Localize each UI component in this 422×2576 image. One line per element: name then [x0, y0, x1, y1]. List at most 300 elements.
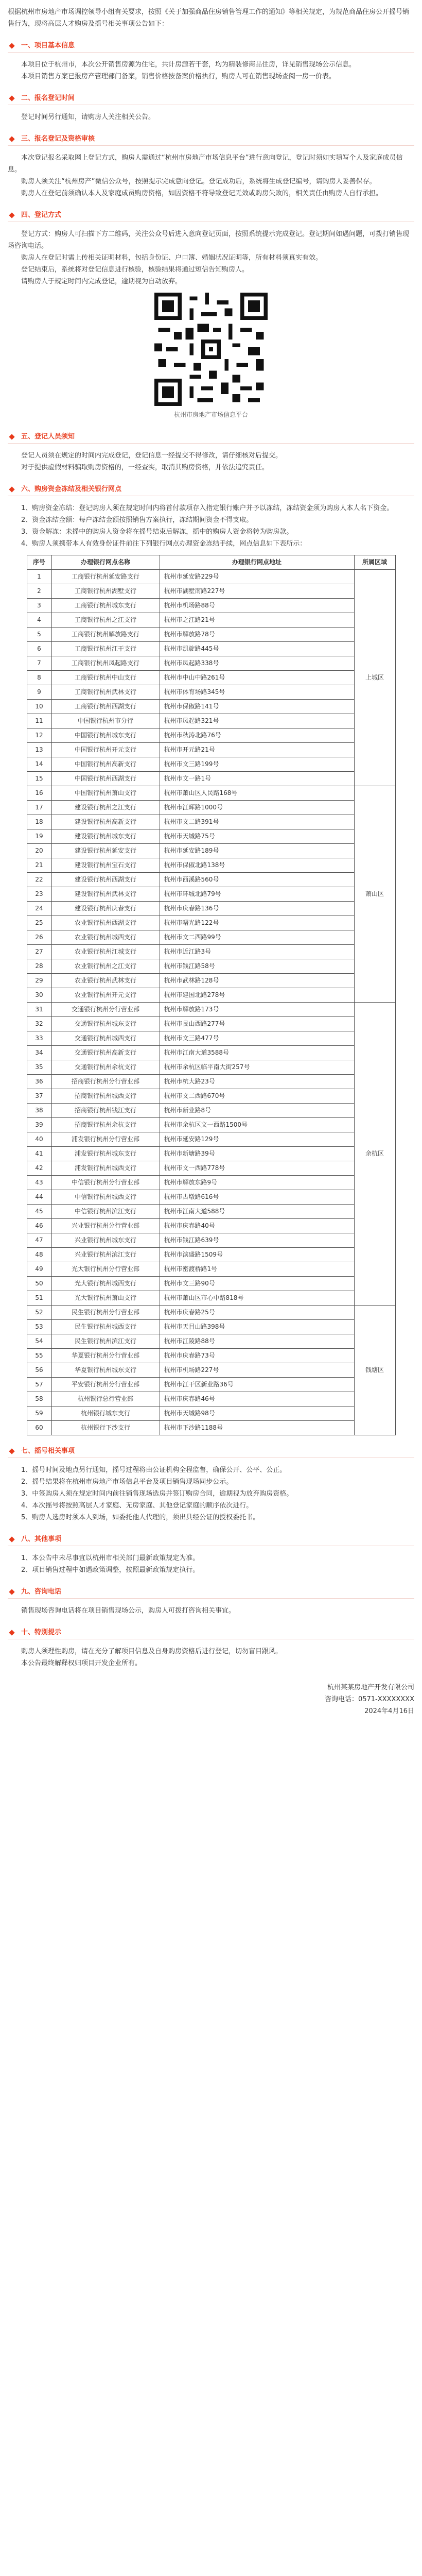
- branch-address: 杭州市文一路1号: [160, 772, 354, 786]
- row-number: 11: [27, 714, 51, 728]
- paragraph: 登记方式：购房人可扫描下方二维码，关注公众号后进入意向登记页面，按照系统提示完成登记。登记期间如遇问题，可拨打销售现场咨询电话。: [8, 230, 410, 250]
- row-number: 5: [27, 628, 51, 642]
- branch-name: 招商银行杭州钱江支行: [51, 1104, 160, 1118]
- branch-name: 光大银行杭州萧山支行: [51, 1291, 160, 1306]
- document-page: [8, 0, 414, 1717]
- row-number: 4: [27, 613, 51, 628]
- row-number: 51: [27, 1291, 51, 1306]
- row-number: 50: [27, 1277, 51, 1291]
- branch-name: 交通银行杭州高新支行: [51, 1046, 160, 1060]
- branch-address: 杭州市西溪路560号: [160, 873, 354, 887]
- table-row: [27, 945, 395, 959]
- row-number: 43: [27, 1176, 51, 1190]
- bank-branch-table: [27, 555, 396, 1435]
- table-row: [27, 584, 395, 599]
- row-number: 60: [27, 1421, 51, 1435]
- branch-address: 杭州市延安路189号: [160, 844, 354, 858]
- section-title: 二、报名登记时间: [8, 93, 81, 104]
- section-heading-5: [8, 431, 414, 444]
- branch-name: 华夏银行杭州城东支行: [51, 1363, 160, 1378]
- table-row: [27, 916, 395, 930]
- section-heading-10: [8, 1627, 414, 1639]
- table-row: [27, 1219, 395, 1233]
- branch-name: 建设银行杭州宝石支行: [51, 858, 160, 873]
- branch-address: 杭州市余杭区文一西路1500号: [160, 1118, 354, 1132]
- paragraph: 购房人须关注“杭州房产”微信公众号，按照提示完成意向登记。登记成功后，系统将生成登记编号，请购房人妥善保存。: [21, 178, 376, 185]
- table-row: [27, 873, 395, 887]
- branch-address: 杭州市江陵路88号: [160, 1334, 354, 1349]
- table-row: [27, 685, 395, 700]
- table-row: [27, 1306, 395, 1320]
- table-row: [27, 902, 395, 916]
- branch-name: 中信银行杭州分行营业部: [51, 1176, 160, 1190]
- row-number: 39: [27, 1118, 51, 1132]
- row-number: 46: [27, 1219, 51, 1233]
- row-number: 40: [27, 1132, 51, 1147]
- table-row: [27, 974, 395, 988]
- branch-address: 杭州市解放东路9号: [160, 1176, 354, 1190]
- branch-name: 工商银行杭州城东支行: [51, 599, 160, 613]
- row-number: 45: [27, 1205, 51, 1219]
- paragraph: 本项目销售方案已报房产管理部门备案，销售价格按备案价格执行，购房人可在销售现场查阅一房一价表。: [21, 73, 336, 80]
- branch-name: 建设银行杭州高新支行: [51, 815, 160, 829]
- paragraph: 3、资金解冻：未摇中的购房人资金将在摇号结束后解冻，摇中的购房人资金将转为购房款。: [21, 528, 293, 536]
- paragraph: 销售现场咨询电话将在项目销售现场公示，购房人可拨打咨询相关事宜。: [21, 1607, 236, 1615]
- row-number: 8: [27, 671, 51, 685]
- row-number: 17: [27, 801, 51, 815]
- row-number: 38: [27, 1104, 51, 1118]
- branch-name: 光大银行杭州城西支行: [51, 1277, 160, 1291]
- table-row: [27, 628, 395, 642]
- signature-phone: 咨询电话：0571-XXXXXXXX: [324, 1696, 414, 1703]
- branch-address: 杭州市解放路173号: [160, 1003, 354, 1017]
- row-number: 24: [27, 902, 51, 916]
- section-title: 一、项目基本信息: [8, 40, 81, 52]
- row-number: 15: [27, 772, 51, 786]
- branch-name: 招商银行杭州余杭支行: [51, 1118, 160, 1132]
- row-number: 48: [27, 1248, 51, 1262]
- table-row: [27, 671, 395, 685]
- branch-name: 工商银行杭州延安路支行: [51, 570, 160, 584]
- section-title: 七、摇号相关事项: [8, 1446, 81, 1457]
- section-heading-8: [8, 1534, 414, 1546]
- branch-address: 杭州市文二西路99号: [160, 930, 354, 945]
- section-heading-4: [8, 210, 414, 222]
- branch-address: 杭州市曙光路122号: [160, 916, 354, 930]
- paragraph: 本公告最终解释权归项目开发企业所有。: [21, 1659, 142, 1667]
- row-number: 44: [27, 1190, 51, 1205]
- branch-name: 中信银行杭州城西支行: [51, 1190, 160, 1205]
- header-cell: 序号: [27, 555, 51, 570]
- row-number: 2: [27, 584, 51, 599]
- branch-name: 招商银行杭州分行营业部: [51, 1075, 160, 1089]
- branch-address: 杭州市滨盛路1509号: [160, 1248, 354, 1262]
- paragraph: 本项目位于杭州市，本次公开销售房源为住宅，共计房源若干套，均为精装修商品住房，详见销售现场公示信息。: [21, 61, 356, 69]
- paragraph: 购房人在登记时需上传相关证明材料，包括身份证、户口簿、婚姻状况证明等，所有材料须真实有效。: [21, 254, 323, 262]
- header-cell: 所属区域: [354, 555, 395, 570]
- row-number: 19: [27, 829, 51, 844]
- section-heading-3: [8, 133, 414, 146]
- branch-name: 农业银行杭州江城支行: [51, 945, 160, 959]
- branch-name: 中国银行杭州西湖支行: [51, 772, 160, 786]
- branch-address: 杭州市中山中路261号: [160, 671, 354, 685]
- row-number: 9: [27, 685, 51, 700]
- row-number: 55: [27, 1349, 51, 1363]
- paragraph: 2、资金冻结金额：每户冻结金额按照销售方案执行，冻结期间资金不得支取。: [21, 516, 253, 524]
- branch-name: 民生银行杭州分行营业部: [51, 1306, 160, 1320]
- table-row: [27, 1334, 395, 1349]
- branch-address: 杭州市湖墅南路227号: [160, 584, 354, 599]
- branch-name: 工商银行杭州西湖支行: [51, 700, 160, 714]
- paragraph: 登记时间另行通知，请购房人关注相关公告。: [21, 113, 155, 121]
- paragraph: 登记人员须在规定的时间内完成登记，登记信息一经提交不得修改，请仔细核对后提交。: [21, 452, 283, 460]
- branch-name: 中信银行杭州滨江支行: [51, 1205, 160, 1219]
- row-number: 36: [27, 1075, 51, 1089]
- table-row: [27, 844, 395, 858]
- table-row: [27, 1161, 395, 1176]
- table-row: [27, 1291, 395, 1306]
- branch-name: 农业银行杭州西湖支行: [51, 916, 160, 930]
- branch-address: 杭州市延安路229号: [160, 570, 354, 584]
- table-row: [27, 1233, 395, 1248]
- paragraph: 3、中签购房人须在规定时间内前往销售现场选房并签订购房合同，逾期视为放弃购房资格。: [21, 1490, 293, 1498]
- table-row: [27, 1262, 395, 1277]
- table-row: [27, 1406, 395, 1421]
- row-number: 27: [27, 945, 51, 959]
- branch-name: 农业银行杭州武林支行: [51, 974, 160, 988]
- table-row: [27, 1320, 395, 1334]
- section-heading-6: [8, 484, 414, 496]
- branch-address: 杭州市延安路129号: [160, 1132, 354, 1147]
- table-row: [27, 1349, 395, 1363]
- branch-name: 光大银行杭州分行营业部: [51, 1262, 160, 1277]
- table-row: [27, 1017, 395, 1031]
- branch-name: 工商银行杭州江干支行: [51, 642, 160, 656]
- branch-name: 中国银行杭州市分行: [51, 714, 160, 728]
- branch-address: 杭州市杭大路23号: [160, 1075, 354, 1089]
- branch-address: 杭州市解放路78号: [160, 628, 354, 642]
- row-number: 18: [27, 815, 51, 829]
- table-row: [27, 642, 395, 656]
- branch-name: 工商银行杭州解放路支行: [51, 628, 160, 642]
- branch-name: 农业银行杭州之江支行: [51, 959, 160, 974]
- section-title: 九、咨询电话: [8, 1586, 67, 1598]
- branch-address: 杭州市文三路90号: [160, 1277, 354, 1291]
- branch-name: 民生银行杭州滨江支行: [51, 1334, 160, 1349]
- section-heading-7: [8, 1446, 414, 1458]
- row-number: 30: [27, 988, 51, 1003]
- table-body: [27, 570, 395, 1435]
- branch-name: 中国银行杭州高新支行: [51, 757, 160, 772]
- row-number: 47: [27, 1233, 51, 1248]
- row-number: 10: [27, 700, 51, 714]
- paragraph: 1、摇号时间及地点另行通知，摇号过程将由公证机构全程监督，确保公开、公平、公正。: [21, 1466, 287, 1474]
- table-row: [27, 959, 395, 974]
- table-row: [27, 786, 395, 801]
- row-number: 57: [27, 1378, 51, 1392]
- branch-name: 农业银行杭州开元支行: [51, 988, 160, 1003]
- paragraph: 2、项目销售过程中如遇政策调整，按照最新政策规定执行。: [21, 1566, 200, 1574]
- row-number: 33: [27, 1031, 51, 1046]
- row-number: 52: [27, 1306, 51, 1320]
- branch-address: 杭州市保俶北路138号: [160, 858, 354, 873]
- table-row: [27, 1104, 395, 1118]
- table-row: [27, 829, 395, 844]
- branch-name: 工商银行杭州湖墅支行: [51, 584, 160, 599]
- row-number: 23: [27, 887, 51, 902]
- branch-address: 杭州市武林路128号: [160, 974, 354, 988]
- branch-address: 杭州市天城路75号: [160, 829, 354, 844]
- branch-address: 杭州市密渡桥路1号: [160, 1262, 354, 1277]
- row-number: 35: [27, 1060, 51, 1075]
- table-row: [27, 988, 395, 1003]
- section-title: 五、登记人员须知: [8, 431, 81, 443]
- branch-name: 农业银行杭州城西支行: [51, 930, 160, 945]
- branch-name: 浦发银行杭州分行营业部: [51, 1132, 160, 1147]
- row-number: 12: [27, 728, 51, 743]
- branch-address: 杭州市萧山区人民路168号: [160, 786, 354, 801]
- branch-name: 民生银行杭州城西支行: [51, 1320, 160, 1334]
- row-number: 3: [27, 599, 51, 613]
- branch-name: 工商银行杭州凤起路支行: [51, 656, 160, 671]
- branch-name: 建设银行杭州延安支行: [51, 844, 160, 858]
- table-row: [27, 1277, 395, 1291]
- row-number: 16: [27, 786, 51, 801]
- branch-address: 杭州市新塘路39号: [160, 1147, 354, 1161]
- row-number: 13: [27, 743, 51, 757]
- row-number: 37: [27, 1089, 51, 1104]
- branch-address: 杭州市文一西路778号: [160, 1161, 354, 1176]
- region: 萧山区: [354, 786, 395, 1003]
- row-number: 29: [27, 974, 51, 988]
- branch-address: 杭州市江晖路1000号: [160, 801, 354, 815]
- branch-name: 建设银行杭州西湖支行: [51, 873, 160, 887]
- branch-address: 杭州市凤起路338号: [160, 656, 354, 671]
- branch-address: 杭州市天城路98号: [160, 1406, 354, 1421]
- table-row: [27, 930, 395, 945]
- section-heading-2: [8, 93, 414, 105]
- branch-name: 杭州银行城东支行: [51, 1406, 160, 1421]
- row-number: 21: [27, 858, 51, 873]
- branch-name: 交通银行杭州余杭支行: [51, 1060, 160, 1075]
- branch-address: 杭州市天目山路398号: [160, 1320, 354, 1334]
- row-number: 42: [27, 1161, 51, 1176]
- table-row: [27, 743, 395, 757]
- paragraph: 请购房人于规定时间内完成登记，逾期视为自动放弃。: [21, 278, 182, 285]
- branch-address: 杭州市之江路21号: [160, 613, 354, 628]
- branch-name: 建设银行杭州武林支行: [51, 887, 160, 902]
- table-row: [27, 570, 395, 584]
- branch-name: 交通银行杭州城东支行: [51, 1017, 160, 1031]
- branch-address: 杭州市文二路391号: [160, 815, 354, 829]
- paragraph: 4、本次摇号将按照高层人才家庭、无房家庭、其他登记家庭的顺序依次进行。: [21, 1502, 253, 1510]
- table-row: [27, 1190, 395, 1205]
- branch-address: 杭州市凤起路321号: [160, 714, 354, 728]
- branch-address: 杭州市下沙路1188号: [160, 1421, 354, 1435]
- branch-address: 杭州市近江路3号: [160, 945, 354, 959]
- row-number: 41: [27, 1147, 51, 1161]
- branch-name: 工商银行杭州中山支行: [51, 671, 160, 685]
- paragraph: 2、摇号结果将在杭州市房地产市场信息平台及项目销售现场同步公示。: [21, 1478, 233, 1486]
- row-number: 54: [27, 1334, 51, 1349]
- section-title: 四、登记方式: [8, 210, 67, 221]
- branch-name: 浦发银行杭州城东支行: [51, 1147, 160, 1161]
- row-number: 20: [27, 844, 51, 858]
- row-number: 7: [27, 656, 51, 671]
- section-title: 十、特别提示: [8, 1627, 67, 1638]
- paragraph: 对于提供虚假材料骗取购房资格的，一经查实，取消其购房资格，并依法追究责任。: [21, 464, 269, 471]
- branch-address: 杭州市文三路477号: [160, 1031, 354, 1046]
- row-number: 34: [27, 1046, 51, 1060]
- paragraph: 4、购房人须携带本人有效身份证件前往下列银行网点办理资金冻结手续，网点信息如下表所示：: [21, 540, 307, 548]
- table-row: [27, 1378, 395, 1392]
- branch-name: 建设银行杭州之江支行: [51, 801, 160, 815]
- branch-name: 兴业银行杭州滨江支行: [51, 1248, 160, 1262]
- table-row: [27, 1031, 395, 1046]
- branch-name: 兴业银行杭州分行营业部: [51, 1219, 160, 1233]
- branch-address: 杭州市庆春路40号: [160, 1219, 354, 1233]
- branch-name: 建设银行杭州城东支行: [51, 829, 160, 844]
- row-number: 14: [27, 757, 51, 772]
- signature-date: 2024年4月16日: [364, 1707, 414, 1715]
- branch-address: 杭州市古墩路616号: [160, 1190, 354, 1205]
- branch-address: 杭州市秋涛北路76号: [160, 728, 354, 743]
- table-row: [27, 1089, 395, 1104]
- paragraph: 登记结束后，系统将对登记信息进行核验，核验结果将通过短信告知购房人。: [21, 266, 249, 274]
- branch-name: 中国银行杭州开元支行: [51, 743, 160, 757]
- branch-name: 工商银行杭州武林支行: [51, 685, 160, 700]
- table-row: [27, 858, 395, 873]
- branch-name: 交通银行杭州分行营业部: [51, 1003, 160, 1017]
- region: 钱塘区: [354, 1306, 395, 1435]
- table-row: [27, 599, 395, 613]
- row-number: 1: [27, 570, 51, 584]
- branch-address: 杭州市江南大道3588号: [160, 1046, 354, 1060]
- signature-company: 杭州某某房地产开发有限公司: [327, 1684, 414, 1691]
- section-title: 八、其他事项: [8, 1534, 67, 1545]
- section-title: 三、报名登记及资格审核: [8, 133, 101, 145]
- branch-address: 杭州市江南大道588号: [160, 1205, 354, 1219]
- paragraph: 购房人在登记前须确认本人及家庭成员购房资格，如因资格不符导致登记无效或购房失败的，相关责任由购房人自行承担。: [21, 190, 383, 197]
- branch-name: 招商银行杭州城西支行: [51, 1089, 160, 1104]
- branch-address: 杭州市萧山区市心中路818号: [160, 1291, 354, 1306]
- table-row: [27, 1118, 395, 1132]
- qr-code-icon[interactable]: [154, 293, 268, 406]
- row-number: 22: [27, 873, 51, 887]
- branch-name: 工商银行杭州之江支行: [51, 613, 160, 628]
- paragraph: 1、本公告中未尽事宜以杭州市相关部门最新政策规定为准。: [21, 1554, 200, 1562]
- section-heading-9: [8, 1586, 414, 1599]
- branch-name: 杭州银行下沙支行: [51, 1421, 160, 1435]
- table-row: [27, 1392, 395, 1406]
- row-number: 32: [27, 1017, 51, 1031]
- table-row: [27, 887, 395, 902]
- branch-address: 杭州市新业路8号: [160, 1104, 354, 1118]
- branch-address: 杭州市艮山西路277号: [160, 1017, 354, 1031]
- header-cell: 办理银行网点地址: [160, 555, 354, 570]
- branch-address: 杭州市建国北路278号: [160, 988, 354, 1003]
- row-number: 53: [27, 1320, 51, 1334]
- branch-address: 杭州市江干区新业路36号: [160, 1378, 354, 1392]
- table-row: [27, 1147, 395, 1161]
- row-number: 31: [27, 1003, 51, 1017]
- branch-address: 杭州市庆春路136号: [160, 902, 354, 916]
- branch-address: 杭州市凯旋路445号: [160, 642, 354, 656]
- row-number: 58: [27, 1392, 51, 1406]
- branch-name: 中国银行杭州城东支行: [51, 728, 160, 743]
- region: 余杭区: [354, 1003, 395, 1306]
- paragraph: 购房人须理性购房，请在充分了解项目信息及自身购房资格后进行登记，切勿盲目跟风。: [21, 1648, 283, 1655]
- branch-name: 建设银行杭州庆春支行: [51, 902, 160, 916]
- branch-address: 杭州市钱江路58号: [160, 959, 354, 974]
- table-row: [27, 1421, 395, 1435]
- branch-address: 杭州市余杭区临平南大街257号: [160, 1060, 354, 1075]
- branch-name: 平安银行杭州分行营业部: [51, 1378, 160, 1392]
- qr-caption: 杭州市房地产市场信息平台: [173, 411, 248, 418]
- table-row: [27, 1003, 395, 1017]
- row-number: 59: [27, 1406, 51, 1421]
- branch-address: 杭州市文三路199号: [160, 757, 354, 772]
- branch-address: 杭州市钱江路639号: [160, 1233, 354, 1248]
- branch-address: 杭州市保俶路141号: [160, 700, 354, 714]
- row-number: 56: [27, 1363, 51, 1378]
- table-row: [27, 714, 395, 728]
- row-number: 6: [27, 642, 51, 656]
- table-row: [27, 1363, 395, 1378]
- row-number: 49: [27, 1262, 51, 1277]
- row-number: 26: [27, 930, 51, 945]
- paragraph: 1、购房资金冻结：登记购房人须在规定时间内将首付款项存入指定银行账户并予以冻结，冻结资金须为购房人本人名下资金。: [21, 504, 394, 512]
- table-row: [27, 1248, 395, 1262]
- branch-address: 杭州市体育场路345号: [160, 685, 354, 700]
- section-heading-1: [8, 40, 414, 53]
- table-row: [27, 801, 395, 815]
- table-row: [27, 1205, 395, 1219]
- header-cell: 办理银行网点名称: [51, 555, 160, 570]
- branch-name: 华夏银行杭州分行营业部: [51, 1349, 160, 1363]
- branch-address: 杭州市开元路21号: [160, 743, 354, 757]
- branch-address: 杭州市庆春路46号: [160, 1392, 354, 1406]
- branch-name: 交通银行杭州城西支行: [51, 1031, 160, 1046]
- table-row: [27, 1132, 395, 1147]
- row-number: 28: [27, 959, 51, 974]
- branch-address: 杭州市文二西路670号: [160, 1089, 354, 1104]
- table-row: [27, 613, 395, 628]
- branch-name: 杭州银行总行营业部: [51, 1392, 160, 1406]
- table-row: [27, 1176, 395, 1190]
- paragraph: 本次登记报名采取网上登记方式，购房人需通过“杭州市房地产市场信息平台”进行意向登记，登记时须如实填写个人及家庭成员信息。: [8, 154, 403, 174]
- row-number: 25: [27, 916, 51, 930]
- region: 上城区: [354, 570, 395, 786]
- paragraph: 5、购房人选房时须本人到场，如委托他人代理的，须出具经公证的授权委托书。: [21, 1514, 260, 1521]
- table-row: [27, 700, 395, 714]
- section-title: 六、购房资金冻结及相关银行网点: [8, 484, 128, 495]
- table-row: [27, 656, 395, 671]
- table-row: [27, 1075, 395, 1089]
- branch-name: 中国银行杭州萧山支行: [51, 786, 160, 801]
- table-row: [27, 1060, 395, 1075]
- table-row: [27, 728, 395, 743]
- branch-address: 杭州市机场路88号: [160, 599, 354, 613]
- branch-address: 杭州市环城北路79号: [160, 887, 354, 902]
- branch-address: 杭州市庆春路73号: [160, 1349, 354, 1363]
- intro-paragraph: 根据杭州市房地产市场调控领导小组有关要求，按照《关于加强商品住房销售管理工作的通知》等相关规定，为规范商品住房公开摇号销售行为，现将高层人才购房及摇号相关事项公告如下：: [8, 8, 410, 28]
- branch-address: 杭州市庆春路25号: [160, 1306, 354, 1320]
- table-row: [27, 772, 395, 786]
- table-row: [27, 757, 395, 772]
- branch-name: 兴业银行杭州城东支行: [51, 1233, 160, 1248]
- branch-name: 浦发银行杭州城西支行: [51, 1161, 160, 1176]
